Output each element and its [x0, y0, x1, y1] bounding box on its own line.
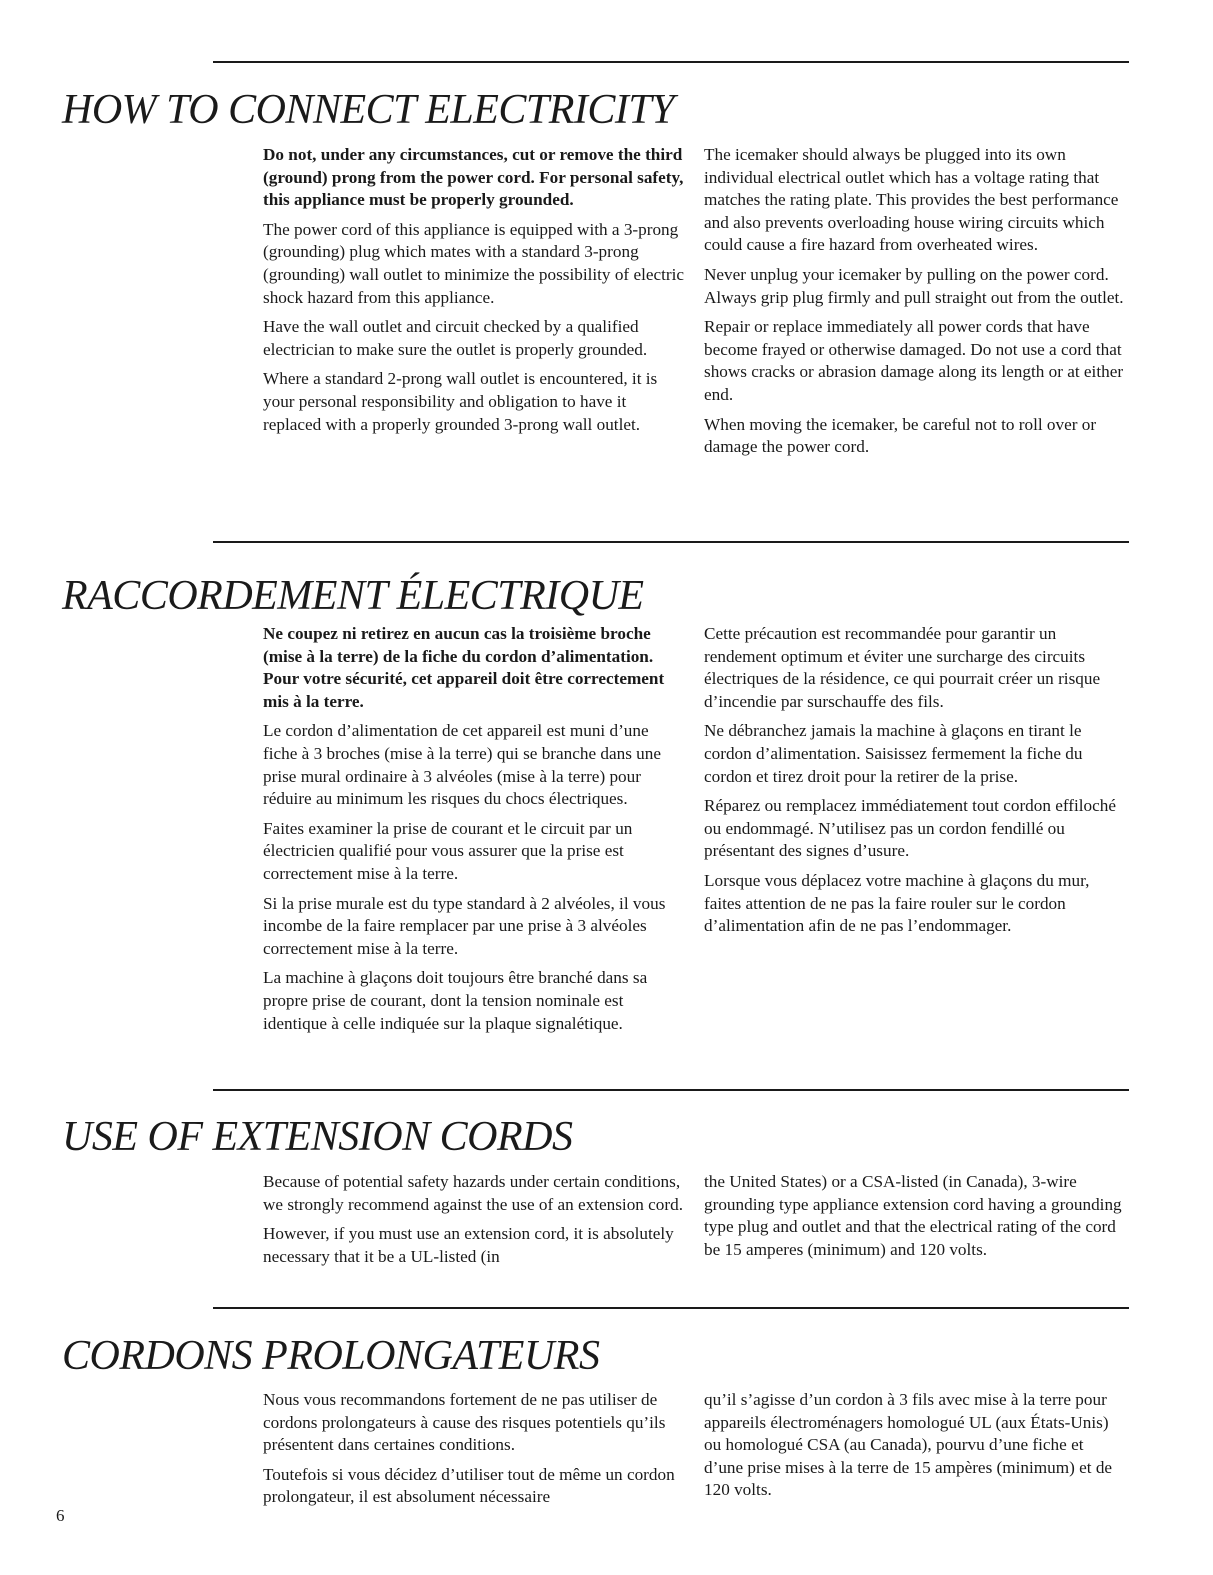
body-paragraph: Where a standard 2-prong wall outlet is encountered, it is your personal responsibility and obligation to have it replaced with a properly grounded 3-prong wall outlet. — [263, 369, 658, 434]
section-divider — [213, 61, 1129, 63]
section-left-column — [263, 623, 685, 1042]
body-paragraph: Si la prise murale est du type standard à 2 alvéoles, il vous incombe de la faire remplacer par une prise à 3 alvéoles correctement mise à la terre. — [263, 893, 666, 958]
body-paragraph: Because of potential safety hazards under certain conditions, we strongly recommend against the use of an extension cord. — [263, 1172, 684, 1214]
section-divider — [213, 1089, 1129, 1091]
page-number: 6 — [56, 1506, 65, 1525]
section-right-column — [704, 623, 1126, 945]
body-paragraph: The icemaker should always be plugged into its own individual electrical outlet which has a voltage rating that matches the rating plate. This provides the best performance and also prevents overloading house wiring circuits which could cause a fire hazard from overheated wires. — [704, 145, 1119, 255]
body-paragraph: Toutefois si vous décidez d’utiliser tout de même un cordon prolongateur, il est absolument nécessaire — [263, 1464, 675, 1507]
body-paragraph: Le cordon d’alimentation de cet appareil est muni d’une fiche à 3 broches (mise à la terre) qui se branche dans une prise mural ordinaire à 3 alvéoles (mise à la terre) pour réduire au minimum les risques du chocs électriques. — [263, 721, 661, 809]
section-heading: RACCORDEMENT ÉLECTRIQUE — [62, 573, 644, 619]
warning-paragraph: Do not, under any circumstances, cut or remove the third (ground) prong from the power cord. For personal safety, this appliance must be properly grounded. — [263, 145, 684, 210]
section-divider — [213, 541, 1129, 543]
section-heading: HOW TO CONNECT ELECTRICITY — [62, 87, 675, 133]
body-paragraph: the United States) or a CSA-listed (in Canada), 3-wire grounding type appliance extension cord having a grounding type plug and outlet and that the electrical rating of the cord be 15 amperes (minimum) and 120 volts. — [704, 1172, 1122, 1259]
warning-paragraph: Ne coupez ni retirez en aucun cas la troisième broche (mise à la terre) de la fiche du cordon d’alimentation. Pour votre sécurité, cet appareil doit être correctement mis à la terre. — [263, 624, 665, 711]
body-paragraph: Have the wall outlet and circuit checked by a qualified electrician to make sure the outlet is properly grounded. — [263, 317, 648, 359]
section-left-column — [263, 1171, 685, 1275]
section-right-column — [704, 1389, 1126, 1509]
section-right-column — [704, 144, 1126, 466]
section-heading: USE OF EXTENSION CORDS — [62, 1114, 573, 1160]
body-paragraph: Cette précaution est recommandée pour garantir un rendement optimum et éviter une surcharge des circuits électriques de la résidence, ce qui pourrait créer un risque d’incendie par surschauffe des fils. — [704, 624, 1101, 711]
body-paragraph: La machine à glaçons doit toujours être branché dans sa propre prise de courant, dont la tension nominale est identique à celle indiquée sur la plaque signalétique. — [263, 968, 648, 1033]
body-paragraph: Nous vous recommandons fortement de ne pas utiliser de cordons prolongateurs à cause des risques potentiels qu’ils présentent dans certaines conditions. — [263, 1390, 666, 1455]
body-paragraph: Réparez ou remplacez immédiatement tout cordon effiloché ou endommagé. N’utilisez pas un cordon fendillé ou présentant des signes d’usure. — [704, 796, 1117, 861]
section-divider — [213, 1307, 1129, 1309]
body-paragraph: qu’il s’agisse d’un cordon à 3 fils avec mise à la terre pour appareils électroménagers homologué UL (aux États-Unis) ou homologué CSA (au Canada), pourvu d’une fiche et d’une prise mises à la terre de 15 ampères (minimum) et de 120 volts. — [704, 1390, 1113, 1500]
body-paragraph: When moving the icemaker, be careful not to roll over or damage the power cord. — [704, 414, 1097, 457]
body-paragraph: Repair or replace immediately all power cords that have become frayed or otherwise damaged. Do not use a cord that shows cracks or abrasion damage along its length or at either end. — [704, 317, 1124, 404]
body-paragraph: Ne débranchez jamais la machine à glaçons en tirant le cordon d’alimentation. Saisissez fermement la fiche du cordon et tirez droit pour la retirer de la prise. — [704, 721, 1083, 786]
body-paragraph: Faites examiner la prise de courant et le circuit par un électricien qualifié pour vous assurer que la prise est correctement mise à la terre. — [263, 818, 633, 883]
section-heading: CORDONS PROLONGATEURS — [62, 1333, 600, 1379]
section-left-column — [263, 1389, 685, 1516]
body-paragraph: However, if you must use an extension cord, it is absolutely necessary that it be a UL-listed (in — [263, 1224, 674, 1266]
section-left-column — [263, 144, 685, 443]
section-right-column — [704, 1171, 1126, 1268]
body-paragraph: Never unplug your icemaker by pulling on the power cord. Always grip plug firmly and pull straight out from the outlet. — [704, 264, 1124, 307]
body-paragraph: The power cord of this appliance is equipped with a 3-prong (grounding) plug which mates with a standard 3-prong (grounding) wall outlet to minimize the possibility of electric shock hazard from this appliance. — [263, 219, 685, 307]
body-paragraph: Lorsque vous déplacez votre machine à glaçons du mur, faites attention de ne pas la faire rouler sur le cordon d’alimentation afin de ne pas l’endommager. — [704, 870, 1090, 936]
